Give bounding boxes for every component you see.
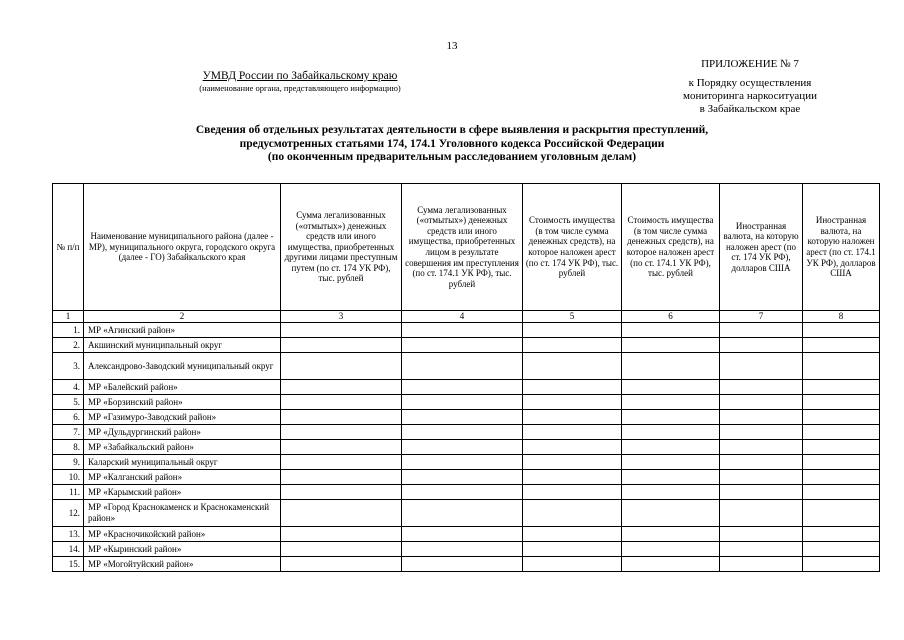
value-cell[interactable] bbox=[720, 557, 803, 572]
value-cell[interactable] bbox=[803, 485, 880, 500]
value-cell[interactable] bbox=[523, 380, 622, 395]
title-line: Сведения об отдельных результатах деятельности в сфере выявления и раскрытия преступлений, bbox=[195, 124, 709, 136]
organization-block bbox=[140, 70, 460, 94]
row-number: 14. bbox=[53, 542, 84, 557]
value-cell[interactable] bbox=[281, 542, 402, 557]
table-header-row bbox=[53, 184, 880, 311]
title-line: предусмотренных статьями 174, 174.1 Уголовного кодекса Российской Федерации bbox=[239, 137, 665, 150]
value-cell[interactable] bbox=[523, 542, 622, 557]
value-cell[interactable] bbox=[402, 542, 523, 557]
table-row bbox=[53, 323, 880, 338]
value-cell[interactable] bbox=[622, 353, 720, 380]
value-cell[interactable] bbox=[803, 542, 880, 557]
value-cell[interactable] bbox=[803, 500, 880, 527]
appendix-line: к Порядку осуществления bbox=[688, 77, 812, 89]
value-cell[interactable] bbox=[402, 323, 523, 338]
value-cell[interactable] bbox=[720, 410, 803, 425]
title-line: (по оконченным предварительным расследованием уголовным делам) bbox=[267, 151, 637, 163]
value-cell[interactable] bbox=[523, 557, 622, 572]
table-row bbox=[53, 500, 880, 527]
value-cell[interactable] bbox=[803, 440, 880, 455]
appendix-line: в Забайкальском крае bbox=[699, 103, 801, 115]
value-cell[interactable] bbox=[281, 500, 402, 527]
value-cell[interactable] bbox=[402, 380, 523, 395]
value-cell[interactable] bbox=[622, 323, 720, 338]
value-cell[interactable] bbox=[720, 455, 803, 470]
document-title bbox=[0, 124, 904, 165]
value-cell[interactable] bbox=[281, 485, 402, 500]
value-cell[interactable] bbox=[622, 470, 720, 485]
value-cell[interactable] bbox=[281, 470, 402, 485]
value-cell[interactable] bbox=[803, 425, 880, 440]
organization-name: УМВД России по Забайкальскому краю bbox=[202, 70, 398, 82]
value-cell[interactable] bbox=[281, 353, 402, 380]
header-laundered-174-1: Сумма легализованных («отмытых») денежных средств или иного имущества, приобретенных лицом в результате совершения им преступления (по ст. 174.1 УК РФ), тыс. рублей bbox=[402, 184, 523, 311]
appendix-block bbox=[650, 58, 850, 116]
value-cell[interactable] bbox=[720, 353, 803, 380]
value-cell[interactable] bbox=[402, 440, 523, 455]
municipality-name: МР «Забайкальский район» bbox=[84, 440, 281, 455]
value-cell[interactable] bbox=[523, 455, 622, 470]
value-cell[interactable] bbox=[622, 485, 720, 500]
value-cell[interactable] bbox=[281, 527, 402, 542]
table-row bbox=[53, 557, 880, 572]
value-cell[interactable] bbox=[281, 323, 402, 338]
column-number: 5 bbox=[523, 311, 622, 323]
value-cell[interactable] bbox=[281, 557, 402, 572]
value-cell[interactable] bbox=[803, 338, 880, 353]
value-cell[interactable] bbox=[402, 353, 523, 380]
value-cell[interactable] bbox=[523, 527, 622, 542]
column-number: 6 bbox=[622, 311, 720, 323]
value-cell[interactable] bbox=[523, 485, 622, 500]
table-row bbox=[53, 440, 880, 455]
value-cell[interactable] bbox=[402, 338, 523, 353]
page-number: 13 bbox=[446, 40, 458, 52]
value-cell[interactable] bbox=[523, 395, 622, 410]
value-cell[interactable] bbox=[622, 395, 720, 410]
municipality-name: Каларский муниципальный округ bbox=[84, 455, 281, 470]
row-number: 4. bbox=[53, 380, 84, 395]
row-number: 9. bbox=[53, 455, 84, 470]
appendix-line: мониторинга наркоситуации bbox=[683, 90, 817, 102]
table-row bbox=[53, 542, 880, 557]
table-row bbox=[53, 485, 880, 500]
value-cell[interactable] bbox=[622, 455, 720, 470]
value-cell[interactable] bbox=[720, 395, 803, 410]
value-cell[interactable] bbox=[803, 395, 880, 410]
municipality-name: МР «Дульдургинский район» bbox=[84, 425, 281, 440]
value-cell[interactable] bbox=[720, 380, 803, 395]
value-cell[interactable] bbox=[803, 410, 880, 425]
value-cell[interactable] bbox=[523, 323, 622, 338]
value-cell[interactable] bbox=[622, 500, 720, 527]
value-cell[interactable] bbox=[523, 500, 622, 527]
value-cell[interactable] bbox=[622, 557, 720, 572]
row-number: 2. bbox=[53, 338, 84, 353]
value-cell[interactable] bbox=[622, 527, 720, 542]
header-arrested-property-174-1: Стоимость имущества (в том числе сумма денежных средств), на которое наложен арест (по ст. 174.1 УК РФ), тыс. рублей bbox=[622, 184, 720, 311]
value-cell[interactable] bbox=[720, 425, 803, 440]
municipality-name: МР «Кыринский район» bbox=[84, 542, 281, 557]
table-row bbox=[53, 380, 880, 395]
row-number: 6. bbox=[53, 410, 84, 425]
value-cell[interactable] bbox=[720, 485, 803, 500]
value-cell[interactable] bbox=[281, 338, 402, 353]
column-number: 8 bbox=[803, 311, 880, 323]
municipality-name: МР «Калганский район» bbox=[84, 470, 281, 485]
value-cell[interactable] bbox=[720, 338, 803, 353]
column-number: 2 bbox=[84, 311, 281, 323]
value-cell[interactable] bbox=[803, 353, 880, 380]
row-number: 8. bbox=[53, 440, 84, 455]
value-cell[interactable] bbox=[803, 557, 880, 572]
value-cell[interactable] bbox=[803, 380, 880, 395]
value-cell[interactable] bbox=[622, 380, 720, 395]
municipality-name: Александрово-Заводский муниципальный округ bbox=[84, 353, 281, 380]
row-number: 5. bbox=[53, 395, 84, 410]
header-number: № п/п bbox=[53, 184, 84, 311]
column-number: 1 bbox=[53, 311, 84, 323]
column-number-row bbox=[53, 311, 880, 323]
value-cell[interactable] bbox=[622, 410, 720, 425]
value-cell[interactable] bbox=[523, 425, 622, 440]
column-number: 3 bbox=[281, 311, 402, 323]
value-cell[interactable] bbox=[523, 410, 622, 425]
value-cell[interactable] bbox=[523, 470, 622, 485]
municipality-name: МР «Красночикойский район» bbox=[84, 527, 281, 542]
row-number: 12. bbox=[53, 500, 84, 527]
value-cell[interactable] bbox=[281, 410, 402, 425]
value-cell[interactable] bbox=[281, 455, 402, 470]
row-number: 3. bbox=[53, 353, 84, 380]
organization-hint: (наименование органа, представляющего информацию) bbox=[199, 83, 401, 93]
column-number: 4 bbox=[402, 311, 523, 323]
municipality-name: МР «Могойтуйский район» bbox=[84, 557, 281, 572]
value-cell[interactable] bbox=[402, 527, 523, 542]
value-cell[interactable] bbox=[402, 395, 523, 410]
row-number: 11. bbox=[53, 485, 84, 500]
value-cell[interactable] bbox=[402, 557, 523, 572]
value-cell[interactable] bbox=[402, 425, 523, 440]
value-cell[interactable] bbox=[622, 440, 720, 455]
value-cell[interactable] bbox=[402, 455, 523, 470]
table-row bbox=[53, 455, 880, 470]
table-row bbox=[53, 527, 880, 542]
table-row bbox=[53, 353, 880, 380]
value-cell[interactable] bbox=[402, 410, 523, 425]
value-cell[interactable] bbox=[523, 338, 622, 353]
value-cell[interactable] bbox=[281, 425, 402, 440]
value-cell[interactable] bbox=[622, 338, 720, 353]
value-cell[interactable] bbox=[281, 440, 402, 455]
municipality-name: МР «Газимуро-Заводский район» bbox=[84, 410, 281, 425]
municipality-name: МР «Город Краснокаменск и Краснокаменский район» bbox=[84, 500, 281, 527]
row-number: 15. bbox=[53, 557, 84, 572]
data-table bbox=[52, 183, 880, 572]
row-number: 1. bbox=[53, 323, 84, 338]
value-cell[interactable] bbox=[622, 425, 720, 440]
municipality-name: Акшинский муниципальный округ bbox=[84, 338, 281, 353]
table-row bbox=[53, 338, 880, 353]
table-row bbox=[53, 410, 880, 425]
municipality-name: МР «Агинский район» bbox=[84, 323, 281, 338]
municipality-name: МР «Балейский район» bbox=[84, 380, 281, 395]
value-cell[interactable] bbox=[523, 440, 622, 455]
column-number: 7 bbox=[720, 311, 803, 323]
municipality-name: МР «Карымский район» bbox=[84, 485, 281, 500]
appendix-heading: ПРИЛОЖЕНИЕ № 7 bbox=[701, 58, 799, 70]
row-number: 10. bbox=[53, 470, 84, 485]
value-cell[interactable] bbox=[402, 485, 523, 500]
value-cell[interactable] bbox=[720, 323, 803, 338]
value-cell[interactable] bbox=[720, 527, 803, 542]
header-municipality: Наименование муниципального района (далее - МР), муниципального округа, городского округа (далее - ГО) Забайкальского края bbox=[84, 184, 281, 311]
value-cell[interactable] bbox=[720, 500, 803, 527]
header-currency-174: Иностранная валюта, на которую наложен арест (по ст. 174 УК РФ), долларов США bbox=[720, 184, 803, 311]
value-cell[interactable] bbox=[281, 395, 402, 410]
municipality-name: МР «Борзинский район» bbox=[84, 395, 281, 410]
table-row bbox=[53, 470, 880, 485]
value-cell[interactable] bbox=[803, 323, 880, 338]
value-cell[interactable] bbox=[720, 440, 803, 455]
value-cell[interactable] bbox=[803, 470, 880, 485]
value-cell[interactable] bbox=[402, 470, 523, 485]
table-row bbox=[53, 425, 880, 440]
header-currency-174-1: Иностранная валюта, на которую наложен арест (по ст. 174.1 УК РФ), долларов США bbox=[803, 184, 880, 311]
value-cell[interactable] bbox=[720, 542, 803, 557]
value-cell[interactable] bbox=[803, 455, 880, 470]
value-cell[interactable] bbox=[523, 353, 622, 380]
value-cell[interactable] bbox=[622, 542, 720, 557]
header-arrested-property-174: Стоимость имущества (в том числе сумма денежных средств), на которое наложен арест (по ст. 174 УК РФ), тыс. рублей bbox=[523, 184, 622, 311]
value-cell[interactable] bbox=[803, 527, 880, 542]
value-cell[interactable] bbox=[720, 470, 803, 485]
row-number: 13. bbox=[53, 527, 84, 542]
value-cell[interactable] bbox=[281, 380, 402, 395]
header-laundered-174: Сумма легализованных («отмытых») денежных средств или иного имущества, приобретенных другими лицами преступным путем (по ст. 174 УК РФ), тыс. рублей bbox=[281, 184, 402, 311]
row-number: 7. bbox=[53, 425, 84, 440]
value-cell[interactable] bbox=[402, 500, 523, 527]
table-row bbox=[53, 395, 880, 410]
